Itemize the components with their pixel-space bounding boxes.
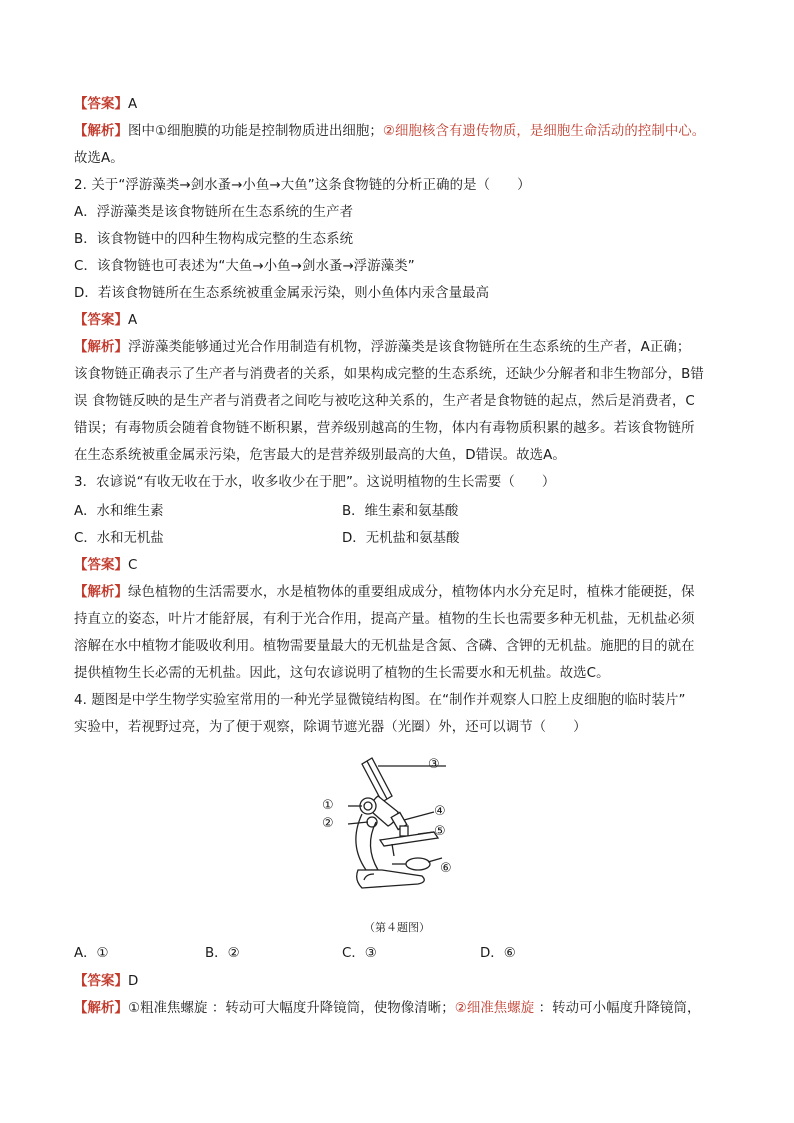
question-2-option-d: D．若该食物链所在生态系统被重金属汞污染，则小鱼体内汞含量最高 (74, 286, 490, 301)
explanation-1-line-2: 故选A。 (74, 151, 124, 166)
explanation-1-line-1: 【解析】图中①细胞膜的功能是控制物质进出细胞；②细胞核含有遗传物质，是细胞生命活动的控制中心。 (74, 124, 706, 139)
question-3-option-c: C．水和无机盐 (74, 531, 164, 546)
figure-label-2: ② (322, 816, 334, 831)
question-2-option-c: C．该食物链也可表述为“大鱼→小鱼→剑水蚤→浮游藻类” (74, 259, 415, 274)
question-3-option-a: A．水和维生素 (74, 504, 164, 519)
figure-caption: （第４题图） (364, 921, 430, 934)
answer-1: 【答案】A (74, 97, 138, 112)
question-4-option-c: C．③ (342, 946, 377, 961)
figure-label-6: ⑥ (440, 861, 452, 876)
question-2-option-a: A．浮游藻类是该食物链所在生态系统的生产者 (74, 205, 354, 220)
explanation-4-line-1: 【解析】①粗准焦螺旋 ：转动可大幅度升降镜筒，使物像清晰；②细准焦螺旋 ：转动可小幅度升降镜筒， (74, 1001, 701, 1016)
figure-label-1: ① (322, 798, 334, 813)
question-4-option-a: A．① (74, 946, 109, 961)
explanation-3-line-3: 溶解在水中植物才能吸收利用。植物需要量最大的无机盐是含氮、含磷、含钾的无机盐。施肥的目的就在 (74, 639, 695, 654)
explanation-2-line-4: 错误；有毒物质会随着食物链不断积累，营养级别越高的生物，体内有毒物质积累的越多。若该食物链所 (74, 421, 695, 436)
explanation-3-line-1: 【解析】绿色植物的生活需要水，水是植物体的重要组成成分，植物体内水分充足时，植株才能硬挺，保 (74, 585, 695, 600)
explanation-2-line-5: 在生态系统被重金属汞污染，危害最大的是营养级别最高的大鱼，D错误。故选A。 (74, 448, 566, 463)
explanation-2-line-1: 【解析】浮游藻类能够通过光合作用制造有机物，浮游藻类是该食物链所在生态系统的生产者，A正确； (74, 340, 691, 355)
explanation-3-line-4: 提供植物生长必需的无机盐。因此，这句农谚说明了植物的生长需要水和无机盐。故选C。 (74, 666, 610, 681)
explanation-3-line-2: 持直立的姿态，叶片才能舒展，有利于光合作用，提高产量。植物的生长也需要多种无机盐，无机盐必须 (74, 612, 695, 627)
explanation-2-line-3: 误 食物链反映的是生产者与消费者之间吃与被吃这种关系的，生产者是食物链的起点，然后是消费者，C (74, 394, 695, 409)
answer-3: 【答案】C (74, 558, 138, 573)
question-2-option-b: B．该食物链中的四种生物构成完整的生态系统 (74, 232, 354, 247)
figure-label-3: ③ (428, 757, 440, 772)
question-4-stem-line-1: 4. 题图是中学生物学实验室常用的一种光学显微镜结构图。在“制作并观察人口腔上皮细胞的临时装片” (74, 693, 686, 708)
question-3-option-d: D．无机盐和氨基酸 (342, 531, 460, 546)
question-3-stem: 3．农谚说“有收无收在于水，收多收少在于肥”。这说明植物的生长需要（ ） (74, 475, 556, 490)
question-4-option-d: D．⑥ (480, 946, 516, 961)
question-2-stem: 2. 关于“浮游藻类→剑水蚤→小鱼→大鱼”这条食物链的分析正确的是（ ） (74, 178, 531, 193)
microscope-figure (318, 752, 478, 902)
question-3-option-b: B．维生素和氨基酸 (342, 504, 459, 519)
explanation-2-line-2: 该食物链正确表示了生产者与消费者的关系，如果构成完整的生态系统，还缺少分解者和非生物部分，B错 (74, 367, 704, 382)
figure-label-5: ⑤ (434, 824, 446, 839)
answer-2: 【答案】A (74, 313, 138, 328)
question-4-option-b: B．② (205, 946, 240, 961)
question-4-stem-line-2: 实验中，若视野过亮，为了便于观察，除调节遮光器（光圈）外，还可以调节（ ） (74, 720, 587, 735)
answer-4: 【答案】D (74, 974, 139, 989)
figure-label-4: ④ (434, 804, 446, 819)
